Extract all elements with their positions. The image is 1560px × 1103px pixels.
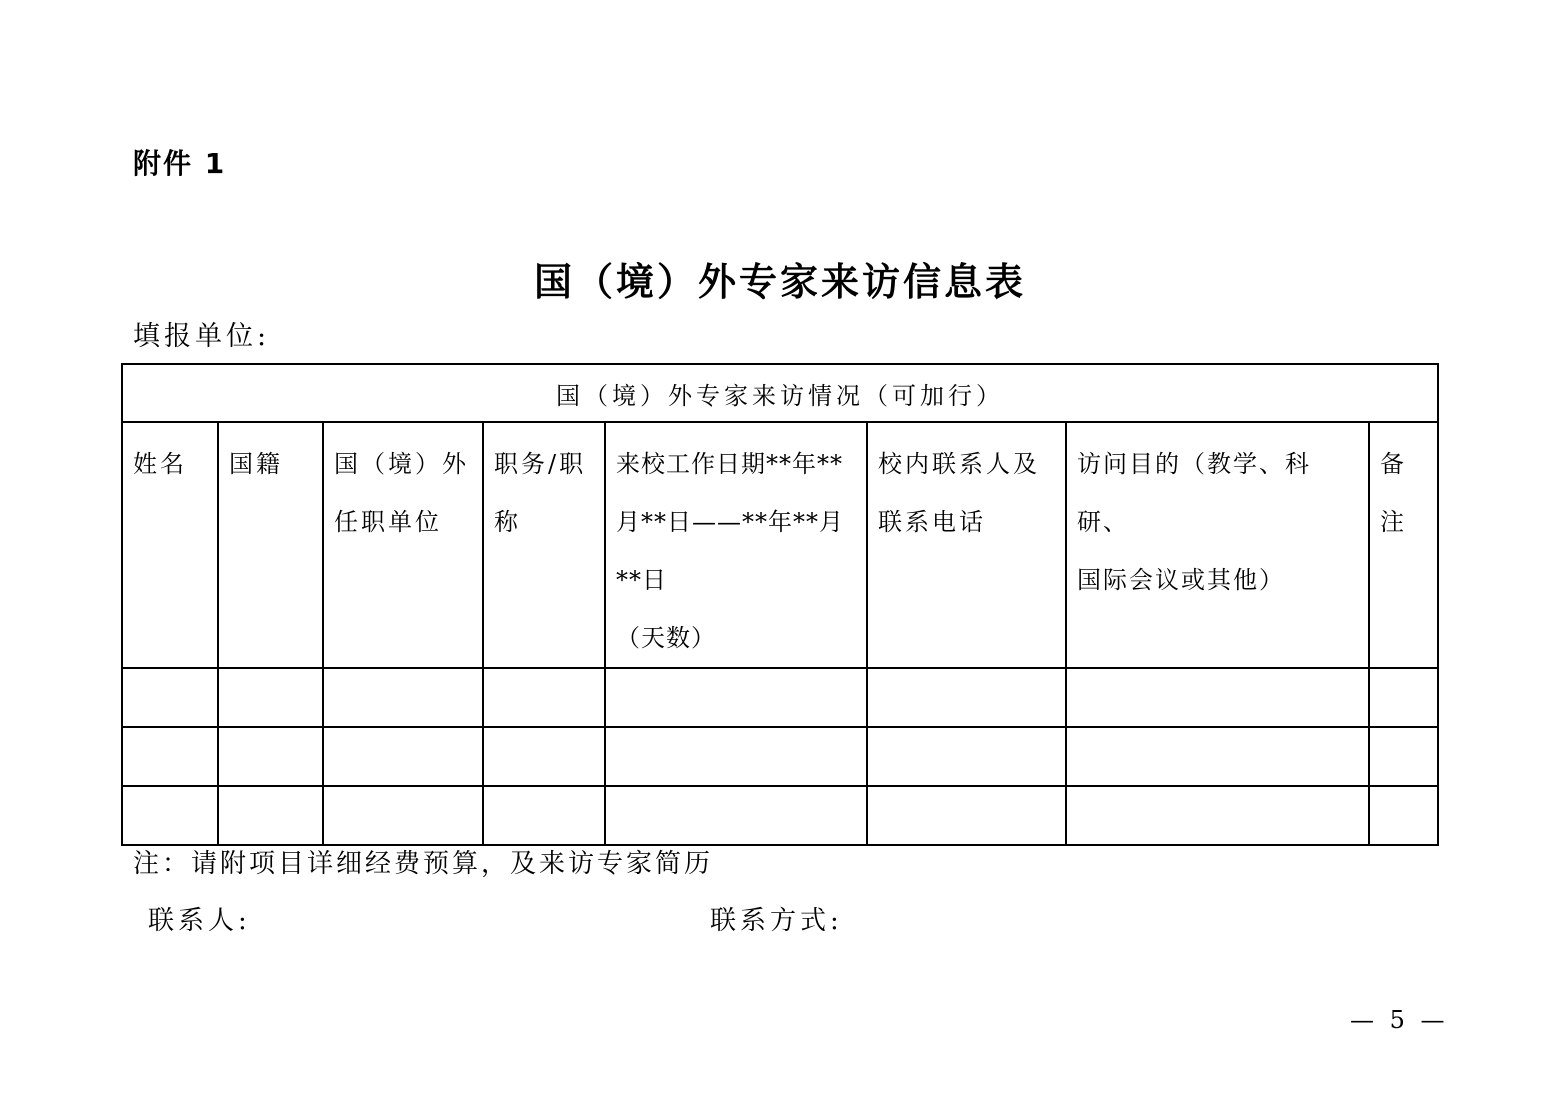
header-remarks (1369, 422, 1438, 668)
header-line: 校内联系人及 (878, 450, 1040, 478)
table-cell[interactable] (1066, 786, 1369, 845)
table-row (122, 786, 1438, 845)
header-position-title (483, 422, 605, 668)
page-number: — 5 — (1350, 1006, 1449, 1034)
table-cell[interactable] (122, 668, 218, 727)
header-line: 任职单位 (334, 508, 442, 536)
table-cell[interactable] (605, 786, 867, 845)
table-cell[interactable] (867, 668, 1066, 727)
table-cell[interactable] (218, 727, 323, 786)
fill-unit-label: 填报单位: (133, 321, 271, 352)
table-cell[interactable] (323, 786, 483, 845)
header-line: 访问目的（教学、科研、 (1077, 450, 1311, 536)
table-cell[interactable] (1066, 668, 1369, 727)
table-cell[interactable] (483, 668, 605, 727)
header-line: 国际会议或其他） (1077, 566, 1285, 594)
table-cell[interactable] (867, 786, 1066, 845)
table-cell[interactable] (1066, 727, 1369, 786)
header-nationality (218, 422, 323, 668)
table-cell[interactable] (323, 668, 483, 727)
header-line: 国（境）外 (334, 450, 469, 478)
header-line: **日 (616, 566, 667, 594)
table-cell[interactable] (218, 786, 323, 845)
header-row (122, 422, 1438, 668)
header-line: 月**日——**年**月 (616, 508, 844, 536)
table-cell[interactable] (605, 668, 867, 727)
contact-person-label: 联系人: (148, 906, 251, 936)
table-cell[interactable] (1369, 668, 1438, 727)
attachment-label: 附件 1 (133, 147, 227, 180)
table-cell[interactable] (323, 727, 483, 786)
header-campus-contact (867, 422, 1066, 668)
header-line: 来校工作日期**年** (616, 450, 843, 478)
table-row (122, 727, 1438, 786)
table-note: 注：请附项目详细经费预算，及来访专家简历 (133, 849, 714, 879)
table-cell[interactable] (483, 786, 605, 845)
header-line: 职务/职 (494, 450, 587, 478)
table-cell[interactable] (605, 727, 867, 786)
table-cell[interactable] (867, 727, 1066, 786)
header-name (122, 422, 218, 668)
header-visit-dates (605, 422, 867, 668)
table-row (122, 668, 1438, 727)
table-cell[interactable] (122, 786, 218, 845)
table-caption: 国（境）外专家来访情况（可加行） (122, 364, 1438, 422)
page-title: 国（境）外专家来访信息表 (533, 260, 1026, 304)
header-line: 联系电话 (878, 508, 986, 536)
table-cell[interactable] (122, 727, 218, 786)
header-foreign-employer (323, 422, 483, 668)
visitor-info-table (121, 363, 1439, 846)
header-line: 备 (1380, 450, 1407, 478)
table-cell[interactable] (1369, 727, 1438, 786)
header-line: （天数） (616, 624, 716, 652)
header-line: 注 (1380, 508, 1407, 536)
table-cell[interactable] (1369, 786, 1438, 845)
header-line: 姓名 (133, 450, 187, 478)
table-cell[interactable] (218, 668, 323, 727)
header-line: 国籍 (229, 450, 283, 478)
header-visit-purpose (1066, 422, 1369, 668)
contact-method-label: 联系方式: (710, 906, 843, 936)
header-line: 称 (494, 508, 521, 536)
table-cell[interactable] (483, 727, 605, 786)
